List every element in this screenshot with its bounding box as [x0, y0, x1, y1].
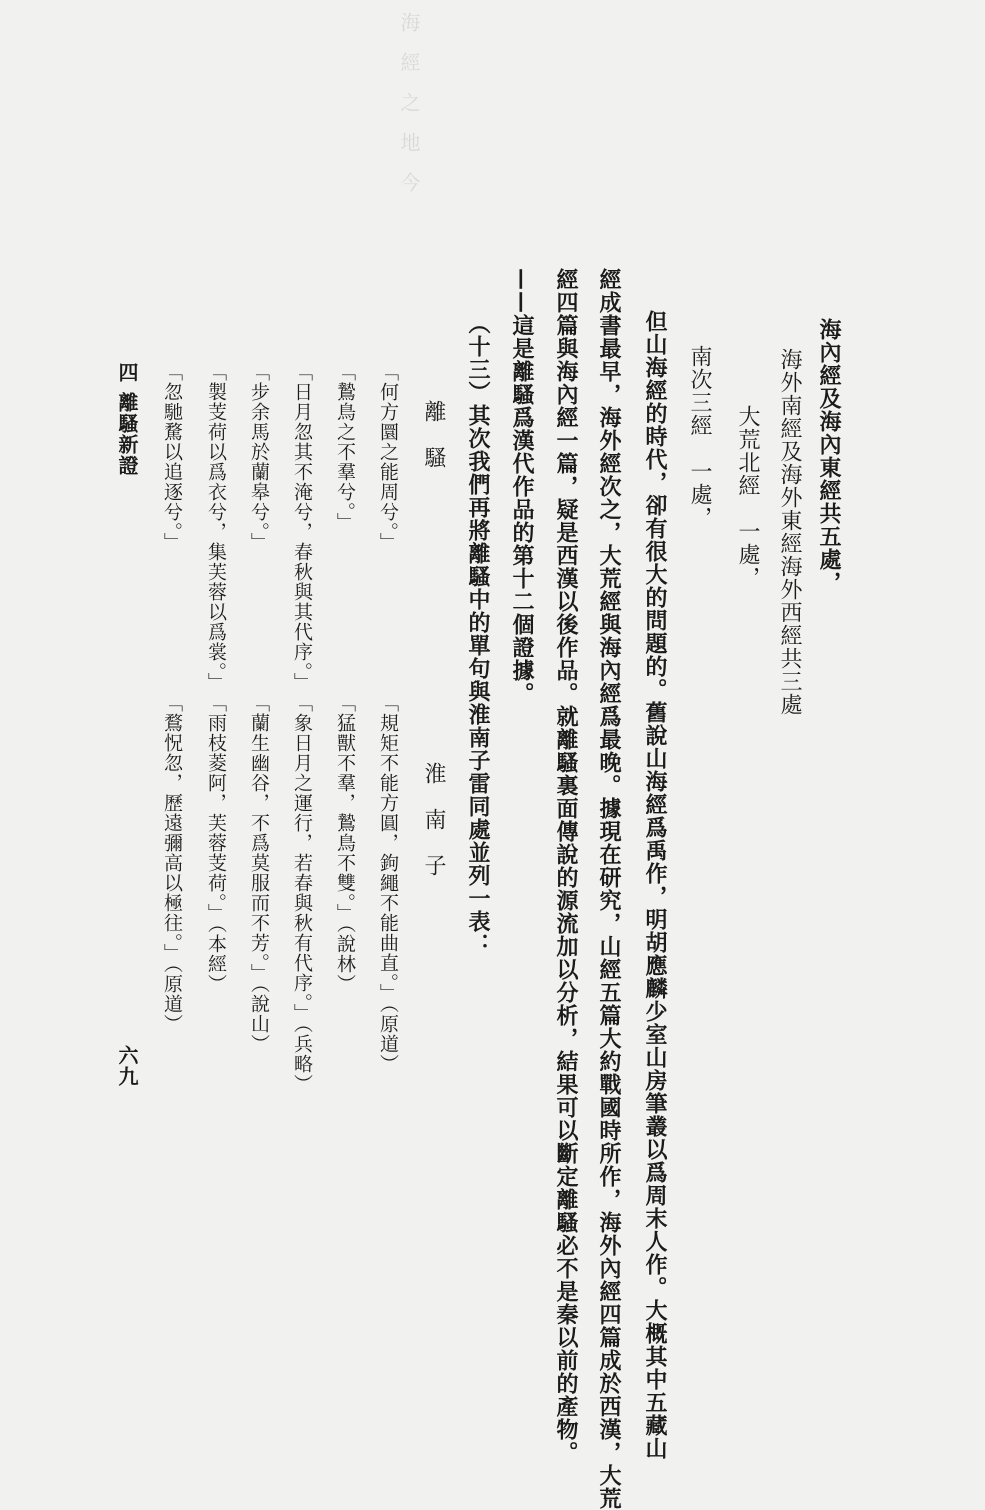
header-lisao: 離 騷: [421, 400, 446, 469]
book-title: 離騷新證: [115, 392, 139, 476]
row-1-lisao: 「何方圜之能周兮。」: [377, 362, 399, 553]
classification-line-2: 海外南經及海外東經海外西經共三處: [777, 348, 802, 716]
paragraph-line-3: 經四篇與海內經一篇，疑是西漢以後作品。就離騷裏面傳說的源流加以分析，結果可以斷定離騷必不是秦以前的產物。: [553, 268, 579, 1464]
header-huainanzi: 淮 南 子: [421, 762, 446, 877]
classification-line-1: 海內經及海內東經共五處，: [816, 318, 842, 594]
bleed-through-text: 海 經 之 地 今: [397, 12, 421, 192]
row-6-lisao: 「忽馳騖以追逐兮。」: [161, 362, 183, 553]
paragraph-line-1: 但山海經的時代，卻有很大的問題的。舊說山海經爲禹作，明胡應麟少室山房筆叢以爲周末人作。大概其中五藏山: [642, 310, 668, 1460]
page-label: 四: [115, 362, 139, 383]
row-2-huainanzi: 「猛獸不羣，鷙鳥不雙。」（說林）: [334, 693, 356, 994]
row-4-huainanzi: 「蘭生幽谷，不爲莫服而不芳。」（說山）: [248, 693, 270, 1054]
row-6-huainanzi: 「鶩怳忽，歷遠彌高以極往。」（原道）: [161, 693, 183, 1034]
row-5-lisao: 「製芰荷以爲衣兮，集芙蓉以爲裳。」: [205, 362, 227, 693]
row-2-lisao: 「鷙鳥之不羣兮。」: [334, 362, 356, 533]
folio-number: 六九: [115, 1045, 139, 1087]
classification-line-3: 大荒北經 一處，: [735, 405, 760, 589]
row-3-huainanzi: 「象日月之運行，若春與秋有代序。」（兵略）: [291, 693, 313, 1094]
paragraph-line-2: 經成書最早，海外經次之，大荒經與海內經爲最晚。據現在研究，山經五篇大約戰國時所作，海外內經四篇成於西漢，大荒: [596, 268, 622, 1510]
row-1-huainanzi: 「規矩不能方圓，鉤繩不能曲直。」（原道）: [377, 693, 399, 1074]
paragraph-line-4: ——這是離騷爲漢代作品的第十二個證據。: [509, 268, 535, 705]
row-3-lisao: 「日月忽其不淹兮，春秋與其代序。」: [291, 362, 313, 693]
section-13-intro: （十三）其次我們再將離騷中的單句與淮南子雷同處並列一表：: [465, 312, 491, 956]
row-4-lisao: 「步余馬於蘭皋兮。」: [248, 362, 270, 553]
row-5-huainanzi: 「雨枝菱阿，芙蓉芰荷。」（本經）: [205, 693, 227, 994]
classification-line-4: 南次三經 一處，: [687, 345, 712, 529]
